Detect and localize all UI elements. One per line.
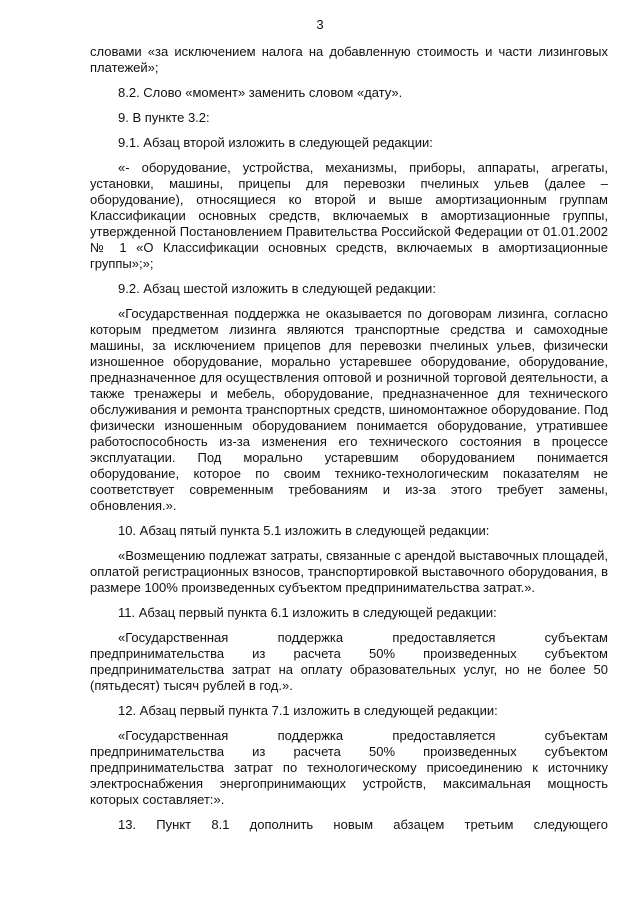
paragraph: 9.1. Абзац второй изложить в следующей редакции:: [118, 135, 433, 150]
paragraph: словами «за исключением налога на добавленную стоимость и части лизинговых платежей»;: [90, 44, 608, 75]
paragraph: 11. Абзац первый пункта 6.1 изложить в следующей редакции:: [118, 605, 497, 620]
paragraph: 9. В пункте 3.2:: [118, 110, 210, 125]
paragraph: «Государственная поддержка не оказывается по договорам лизинга, согласно которым предметом лизинга являются транспортные средства и самоходные машины, за исключением прицепов для перевозки пчелиных ульев, физически изношенное оборудование, морально устаревшее оборудование, оборудование, предназначенное для осуществления оптовой и розничной торговой деятельности, а также тренажеры и мебель, оборудование, предназначенное для технического обслуживания и ремонта транспортных средств, шиномонтажное оборудование. Под физически изношенным оборудованием понимается оборудование, утратившее работоспособность из-за изменения его технического состояния в процессе эксплуатации. Под морально устаревшим оборудованием понимается оборудование, которое по своим технико-технологическим показателям не соответствует современным требованиям и из-за этого требует замены, обновления.».: [90, 306, 608, 513]
page-number: 3: [316, 17, 324, 32]
paragraph: «- оборудование, устройства, механизмы, приборы, аппараты, агрегаты, установки, машины, прицепы для перевозки пчелиных ульев (далее – оборудование), относящиеся ко второй и выше амортизационным группам Классификации основных средств, включаемых в амортизационные группы, утвержденной Постановлением Правительства Российской Федерации от 01.01.2002 № 1 «О Классификации основных средств, включаемых в амортизационные группы»;»;: [90, 160, 608, 271]
paragraph: «Государственная поддержка предоставляется субъектам предпринимательства из расчета 50% произведенных субъектом предпринимательства затрат на оплату образовательных услуг, но не более 50 (пятьдесят) тысяч рублей в год.».: [90, 630, 608, 693]
paragraph: 10. Абзац пятый пункта 5.1 изложить в следующей редакции:: [118, 523, 490, 538]
paragraph: 13. Пункт 8.1 дополнить новым абзацем третьим следующего: [118, 817, 608, 832]
paragraph: 12. Абзац первый пункта 7.1 изложить в следующей редакции:: [118, 703, 498, 718]
paragraph: 8.2. Слово «момент» заменить словом «дату».: [118, 85, 403, 100]
paragraph: «Государственная поддержка предоставляется субъектам предпринимательства из расчета 50% произведенных субъектом предпринимательства затрат по технологическому присоединению к источнику электроснабжения энергопринимающих устройств, максимальная мощность которых составляет:».: [90, 728, 608, 807]
document-body: [90, 44, 608, 833]
paragraph: 9.2. Абзац шестой изложить в следующей редакции:: [118, 281, 436, 296]
paragraph: «Возмещению подлежат затраты, связанные с арендой выставочных площадей, оплатой регистрационных взносов, транспортировкой выставочного оборудования, в размере 100% произведенных субъектом предпринимательства затрат.».: [90, 548, 608, 595]
